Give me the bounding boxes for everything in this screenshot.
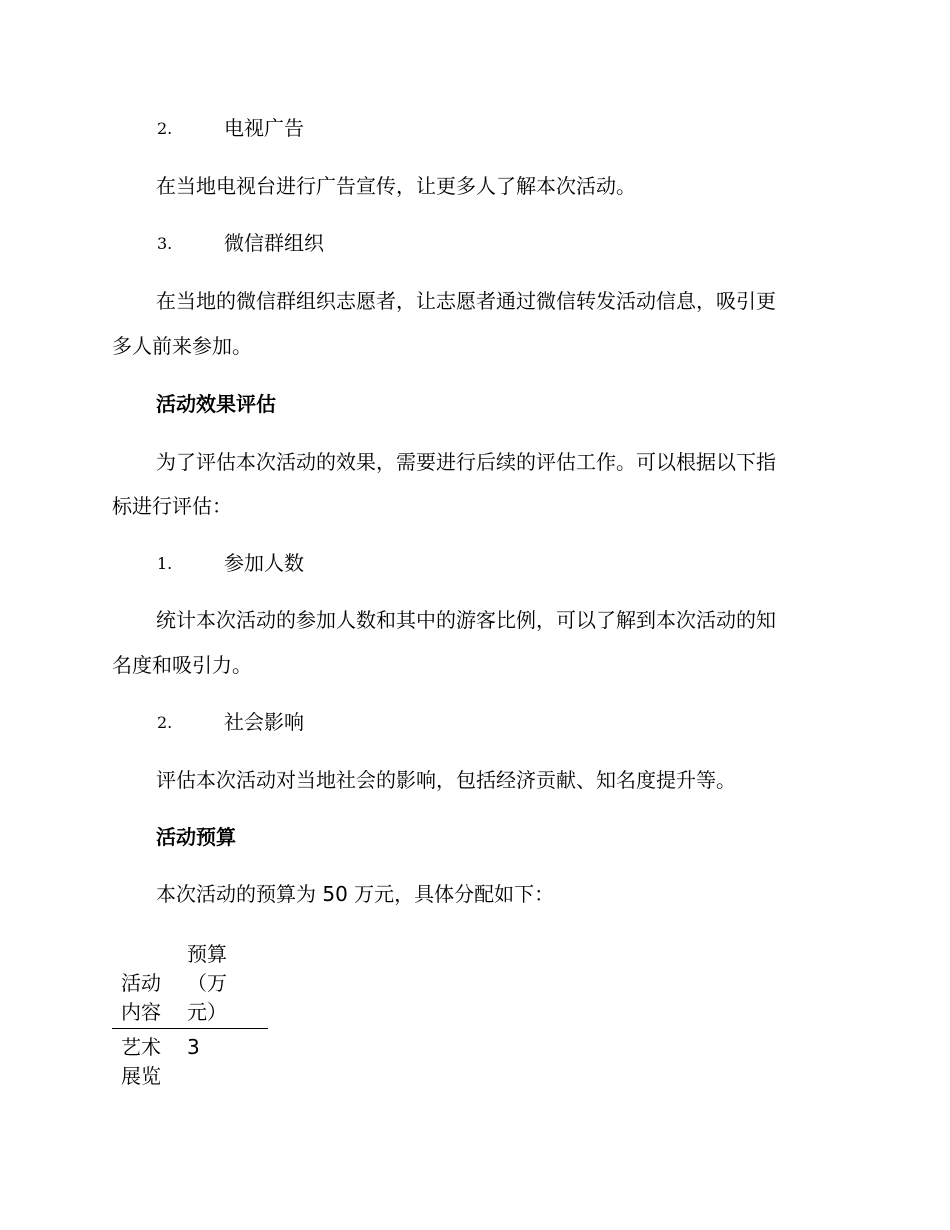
paragraph-line: 统计本次活动的参加人数和其中的游客比例，可以了解到本次活动的知 xyxy=(156,608,776,632)
table-header-cell xyxy=(186,940,268,1029)
table-row xyxy=(112,1029,268,1092)
row-amount: 3 xyxy=(187,1035,200,1059)
table-cell xyxy=(112,1029,186,1092)
list-item-title: 参加人数 xyxy=(224,551,304,575)
list-item-title: 微信群组织 xyxy=(224,231,324,255)
paragraph: 评估本次活动对当地社会的影响，包括经济贡献、知名度提升等。 xyxy=(156,768,736,792)
header-budget-label: 预算（万元） xyxy=(187,942,227,1024)
list-number: 1. xyxy=(157,554,173,573)
paragraph: 在当地电视台进行广告宣传，让更多人了解本次活动。 xyxy=(156,174,636,198)
list-number: 2. xyxy=(157,713,173,732)
table-header-row xyxy=(112,940,268,1029)
paragraph-line: 标进行评估： xyxy=(112,494,232,518)
list-item-title: 电视广告 xyxy=(224,116,304,140)
section-heading: 活动预算 xyxy=(156,825,236,849)
section-heading: 活动效果评估 xyxy=(156,392,276,416)
list-number: 3. xyxy=(157,234,173,253)
paragraph-line: 为了评估本次活动的效果，需要进行后续的评估工作。可以根据以下指 xyxy=(156,450,776,474)
list-item-title: 社会影响 xyxy=(224,710,304,734)
table-header-cell xyxy=(112,940,186,1029)
paragraph-line: 名度和吸引力。 xyxy=(112,653,252,677)
paragraph-line: 多人前来参加。 xyxy=(112,334,252,358)
budget-table xyxy=(112,940,268,1091)
table-cell xyxy=(186,1029,268,1092)
paragraph-line: 在当地的微信群组织志愿者，让志愿者通过微信转发活动信息，吸引更 xyxy=(156,289,776,313)
list-number: 2. xyxy=(157,119,173,138)
header-content-label: 活动内容 xyxy=(121,971,161,1024)
row-content-label: 艺术展览 xyxy=(121,1035,161,1088)
paragraph: 本次活动的预算为 50 万元，具体分配如下： xyxy=(156,882,555,906)
